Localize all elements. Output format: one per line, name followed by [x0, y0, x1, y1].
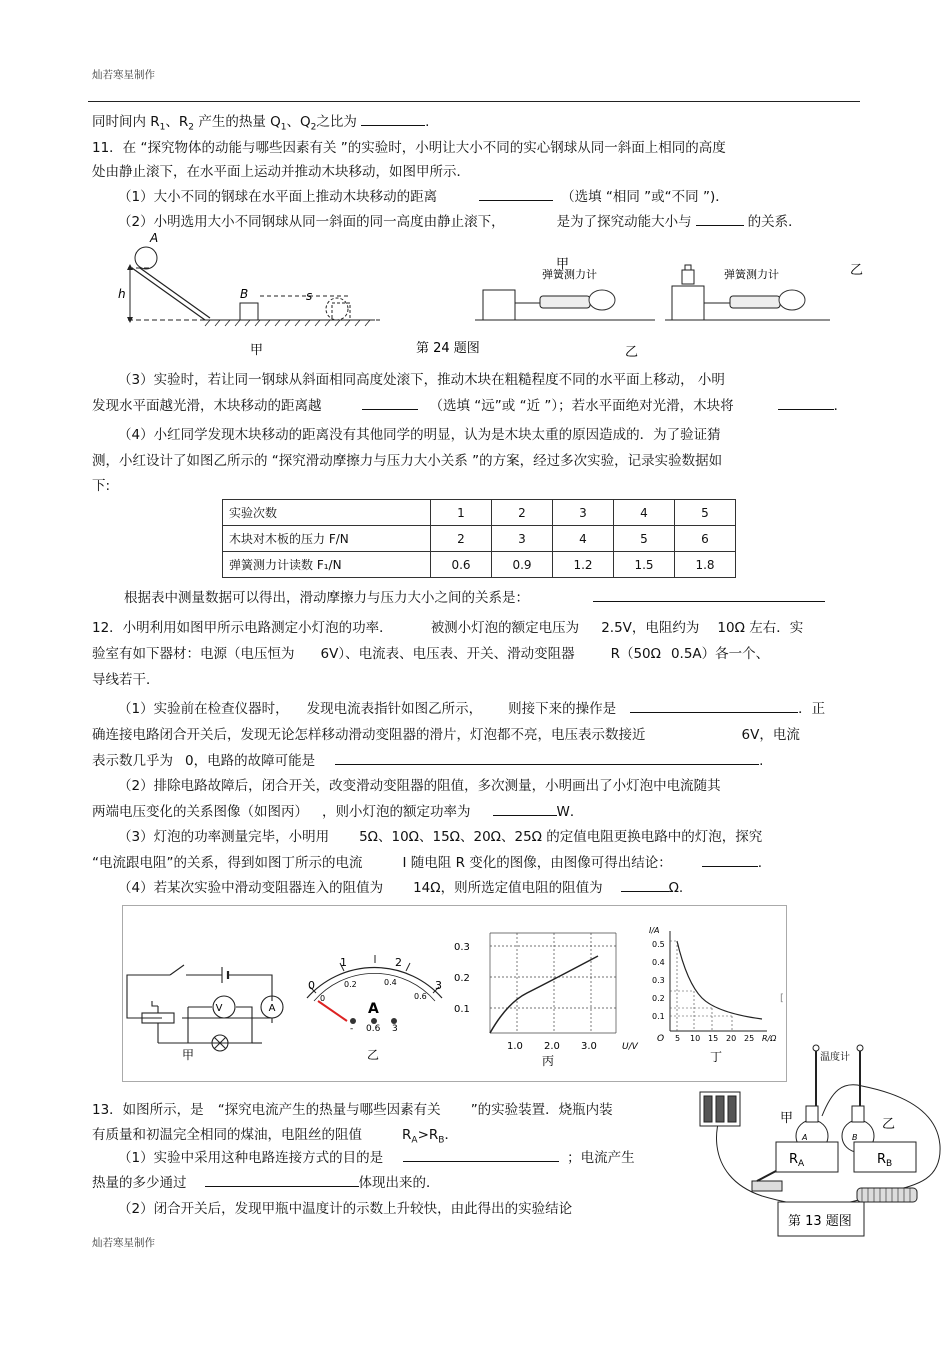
fig24-yi: 乙 — [625, 345, 639, 360]
q11-line2: 处由静止滚下，在水平面上运动并推动木块移动，如图甲所示． — [92, 164, 470, 180]
ammeter-dial — [307, 955, 442, 1062]
answer-blank[interactable] — [778, 395, 834, 410]
q11-line1: 11．在 “探究物体的动能与哪些因素有关 ”的实验时，小明让大小不同的实心钢球从同一斜面上相同的高度 — [92, 140, 726, 156]
fig12-ding: 丁 — [710, 1050, 723, 1064]
bing-x-2: 2.0 — [544, 1041, 560, 1052]
meter-label-2: 弹簧测力计 — [724, 268, 779, 281]
figure-13 — [692, 1036, 948, 1240]
q12-p4: （4）若某次实验中滑动变阻器连入的阻值为 14Ω，则所选定值电阻的阻值为 Ω. — [118, 876, 683, 896]
answer-blank[interactable] — [362, 395, 418, 410]
table-row: 弹簧测力计读数 F₁/N 0.6 0.9 1.2 1.5 1.8 — [223, 552, 736, 578]
q12-p3c: “电流跟电阻”的关系，得到如图丁所示的电流 I 随电阻 R 变化的图像，由图像可得出结论： . — [92, 851, 762, 871]
label-s: s — [306, 289, 313, 303]
fig13-jia: 甲 — [780, 1111, 794, 1126]
q13-p1c: 热量的多少通过 体现出来的． — [92, 1171, 440, 1191]
ding-x-10: 10 — [690, 1034, 701, 1043]
scale-1: 1 — [340, 956, 347, 969]
q11-p3a: （3）实验时，若让同一钢球从斜面相同高度处滚下，推动木块在粗糙程度不同的水平面上移动， 小明 — [118, 372, 725, 388]
bing-x-1: 1.0 — [507, 1041, 523, 1052]
q11-p4b: 测，小红设计了如图乙所示的 “探究滑动摩擦力与压力大小关系 ”的方案，经过多次实验，记录实验数据如 — [92, 453, 723, 469]
fig13-caption: 第 13 题图 — [788, 1214, 852, 1229]
ding-y-01: 0.1 — [652, 1012, 665, 1021]
q11-p2: （2）小明选用大小不同钢球从同一斜面的同一高度由静止滚下， 是为了探究动能大小与 的关系． — [118, 210, 802, 230]
fig12-jia: 甲 — [182, 1048, 195, 1062]
answer-blank[interactable] — [361, 111, 425, 126]
answer-blank[interactable] — [479, 186, 553, 201]
bing-xlabel: U/V — [622, 1042, 638, 1052]
scale-0: 0 — [308, 979, 315, 992]
answer-blank[interactable] — [493, 801, 557, 816]
bing-y-02: 0.2 — [454, 973, 470, 984]
ding-y-02: 0.2 — [652, 994, 665, 1003]
q12-p1: （1）实验前在检查仪器时， 发现电流表指针如图乙所示， 则接下来的操作是 ．正 — [118, 697, 825, 717]
ding-y-05: 0.5 — [652, 940, 665, 949]
table-row: 实验次数 1 2 3 4 5 — [223, 500, 736, 526]
ding-origin: O — [657, 1034, 665, 1044]
table-row: 木块对木板的压力 F/N 2 3 4 5 6 — [223, 526, 736, 552]
bing-y-01: 0.1 — [454, 1004, 470, 1015]
ding-x-20: 20 — [726, 1034, 737, 1043]
q12-line1: 12．小明利用如图甲所示电路测定小灯泡的功率． 被测小灯泡的额定电压为 2.5V，电阻约为 10Ω 左右．实 — [92, 620, 804, 636]
ding-y-03: 0.3 — [652, 976, 665, 985]
scale-small-06: 0.6 — [414, 992, 427, 1001]
ding-x-25: 25 — [744, 1034, 755, 1043]
q11-p4a: （4）小红同学发现木块移动的距离没有其他同学的明显，认为是木块太重的原因造成的．为了验证猜 — [118, 427, 721, 443]
flask-b-label: B — [852, 1133, 858, 1142]
thermometer-label: 温度计 — [820, 1052, 850, 1063]
fig24-jia2: 甲 — [556, 257, 570, 272]
scale-2: 2 — [395, 956, 402, 969]
ding-y-04: 0.4 — [652, 958, 665, 967]
header-rule — [88, 101, 860, 102]
dial-a-label: A — [368, 1001, 379, 1017]
meter-label-1: 弹簧测力计 — [542, 268, 597, 281]
figure-12 — [122, 903, 787, 1083]
q12-p2a: （2）排除电路故障后，闭合开关，改变滑动变阻器的阻值，多次测量，小明画出了小灯泡中电流随其 — [118, 778, 721, 794]
label-a: A — [150, 231, 159, 245]
term-3: 3 — [392, 1024, 398, 1034]
voltmeter-label: V — [215, 1003, 223, 1014]
q13-line2: 有质量和初温完全相同的煤油，电阻丝的阻值 $R_A>R_B$． — [92, 1127, 458, 1146]
q13-line1: 13．如图所示，是 “探究电流产生的热量与哪些因素有关 ”的实验装置．烧瓶内装 — [92, 1102, 613, 1118]
answer-blank[interactable] — [621, 877, 669, 892]
fig12-yi: 乙 — [367, 1048, 380, 1062]
ding-xlabel: R/Ω — [762, 1034, 777, 1043]
rb-label: $R_B$ — [877, 1152, 893, 1169]
answer-blank[interactable] — [696, 211, 744, 226]
q12-line3: 导线若干． — [92, 672, 160, 688]
fig12-bing: 丙 — [542, 1054, 555, 1068]
answer-blank[interactable] — [702, 852, 758, 867]
figure-24 — [110, 228, 870, 363]
answer-blank[interactable] — [335, 750, 759, 765]
bing-x-3: 3.0 — [581, 1041, 597, 1052]
q12-p1e: 确连接电路闭合开关后，发现无论怎样移动滑动变阻器的滑片，灯泡都不亮，电压表示数接近 6V，电流 — [92, 727, 800, 743]
term-minus: - — [350, 1024, 354, 1034]
answer-blank[interactable] — [630, 698, 798, 713]
q13-p2: （2）闭合开关后，发现甲瓶中温度计的示数上升较快，由此得出的实验结论 — [118, 1201, 573, 1217]
answer-blank[interactable] — [205, 1172, 359, 1187]
ra-label: $R_A$ — [789, 1152, 805, 1169]
scale-small-04: 0.4 — [384, 978, 397, 987]
q12-p1g: 表示数几乎为 0，电路的故障可能是 . — [92, 749, 763, 769]
fig13-yi: 乙 — [882, 1117, 896, 1132]
q12-p3: （3）灯泡的功率测量完毕，小明用 5Ω、10Ω、15Ω、20Ω、25Ω 的定值电阻更换电路中的灯泡，探究 — [118, 829, 763, 845]
q11-p4c: 下: — [92, 478, 111, 494]
term-06: 0.6 — [366, 1024, 381, 1034]
fig24-yi2: 乙 — [850, 263, 864, 278]
label-h: h — [118, 287, 126, 301]
q12-line2: 验室有如下器材：电源（电压恒为 6V）、电流表、电压表、开关、滑动变阻器 R（50Ω 0.5A）各一个、 — [92, 646, 770, 662]
scale-small-0: 0 — [320, 994, 326, 1003]
q11-p1: （1）大小不同的钢球在水平面上推动木块移动的距离 （选填 “相同 ”或“不同 ”)． — [118, 185, 729, 205]
fig24-jia: 甲 — [250, 343, 264, 358]
scale-3: 3 — [435, 979, 442, 992]
page-footer: 灿若寒星制作 — [92, 1237, 155, 1249]
fig24-caption: 第 24 题图 — [416, 341, 480, 356]
answer-blank[interactable] — [403, 1147, 559, 1162]
circuit-diagram — [127, 965, 283, 1051]
graph-bing — [454, 933, 639, 1068]
label-b: B — [240, 287, 249, 301]
iv-curve — [490, 956, 598, 1033]
bracket-mark: [ — [780, 993, 784, 1004]
q13-p1: （1）实验中采用这种电路连接方式的目的是 ；电流产生 — [118, 1146, 635, 1166]
ammeter-label: A — [268, 1003, 276, 1014]
top-line: 同时间内 $R_1$、$R_2$ 产生的热量 $Q_1$、$Q_2$之比为 . — [92, 110, 429, 133]
flask-a-label: A — [802, 1133, 808, 1142]
scale-small-02: 0.2 — [344, 980, 357, 989]
answer-blank[interactable] — [593, 587, 825, 602]
ding-ylabel: I/A — [649, 926, 660, 935]
page-header: 灿若寒星制作 — [92, 69, 155, 81]
q11-p3b: 发现水平面越光滑，木块移动的距离越 （选填 “远”或 “近 ”）；若水平面绝对光滑，木块将 ． — [92, 394, 847, 414]
q11-conclusion: 根据表中测量数据可以得出，滑动摩擦力与压力大小之间的关系是： — [124, 586, 825, 606]
q12-p2b: 两端电压变化的关系图像（如图丙） ，则小灯泡的额定功率为 W． — [92, 800, 583, 820]
bing-y-03: 0.3 — [454, 942, 470, 953]
data-table — [222, 499, 736, 578]
ding-x-5: 5 — [675, 1034, 681, 1043]
ding-x-15: 15 — [708, 1034, 719, 1043]
